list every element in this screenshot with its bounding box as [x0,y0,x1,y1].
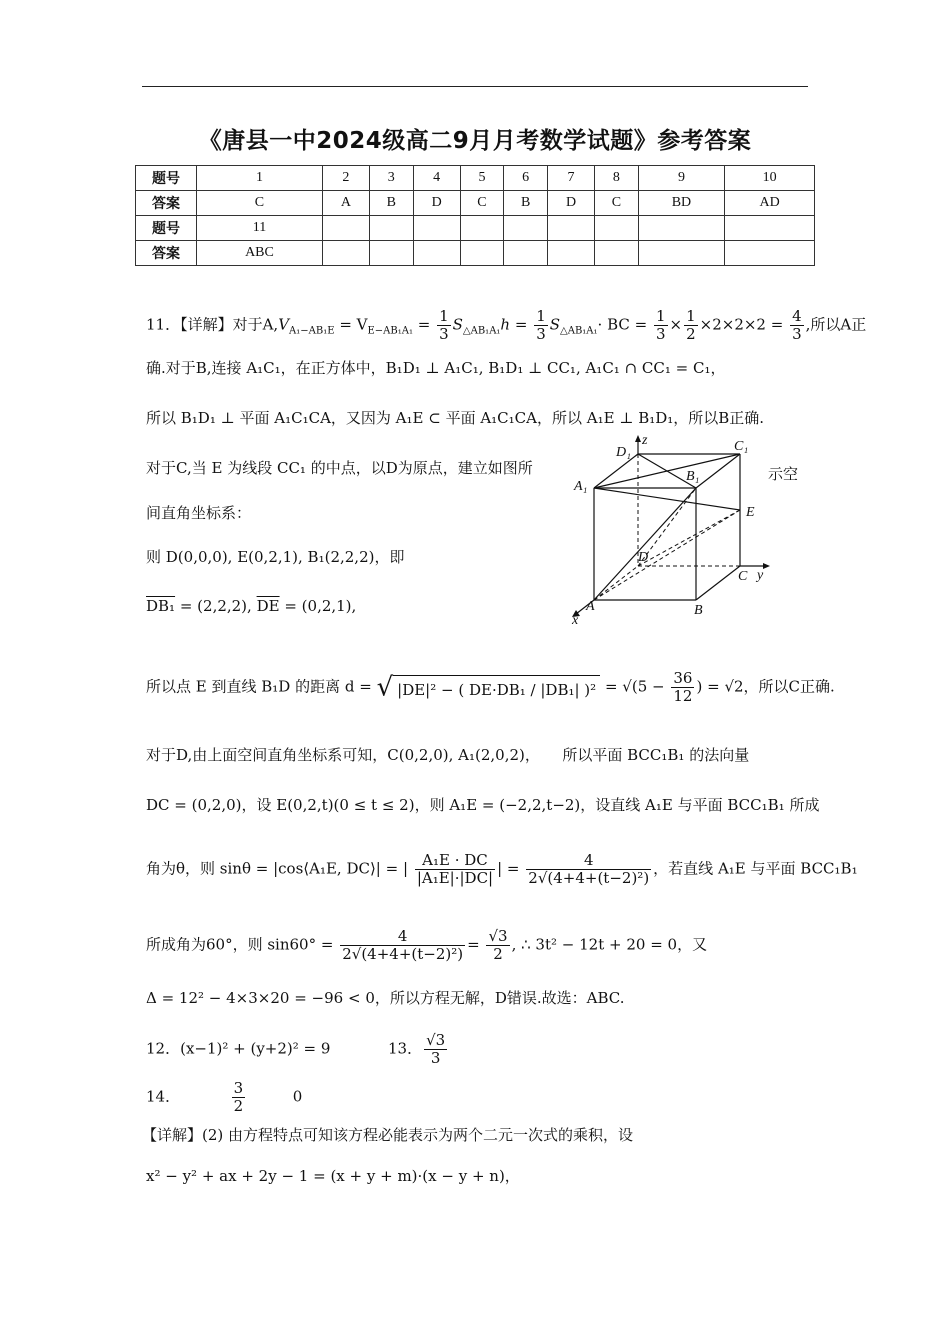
cell [322,241,369,266]
cell: B [504,191,548,216]
solution-line-7: DB₁ = (2,2,2), $\overline{DE} = (0,2,1)$, [146,597,357,615]
fraction: $\frac{\text{A₁E · DC}}{\text{|A₁E|·|DC|}}$ [416,851,494,887]
fraction: $\frac{1}{3}$ [655,307,666,343]
label-C: C [738,569,748,584]
cell [369,216,413,241]
solution-line-5: 间直角坐标系： [146,504,252,522]
z-arrow [635,435,641,442]
solution-line-16: 【详解】(2) 由方程特点可知该方程必能表示为两个二元一次式的乘积，设 [142,1126,634,1144]
edge-BC [696,566,740,600]
cell: 4 [413,166,460,191]
top-rule [142,86,808,87]
cell: D [548,191,595,216]
cell: 5 [460,166,504,191]
cell [725,241,815,266]
fraction: $\frac{1}{3}$ [439,307,449,343]
edge-AE [594,510,740,600]
cell: 2 [322,166,369,191]
solution-line-17: x² − y² + ax + 2y − 1 = (x + y + m)·(x − y + n)， [146,1167,520,1185]
cell [638,241,724,266]
label-x: x [572,613,579,625]
cell: C [197,191,323,216]
table-row [136,191,815,216]
cell: C [595,191,639,216]
solution-line-4: 对于C,当 E 为线段 CC₁ 的中点，以D为原点，建立如图所 [146,459,533,477]
cell [595,241,639,266]
cell [460,241,504,266]
cell: D [413,191,460,216]
cell [638,216,724,241]
fraction: $\frac{√3}{2}$ [488,927,508,963]
cube-figure [560,430,770,625]
fraction: $\frac{3}{2}$ [233,1079,244,1115]
cell: 10 [725,166,815,191]
label-A1: A₁ [574,479,588,494]
solution-line-2: 确.对于B,连接 A₁C₁，在正方体中，B₁D₁ ⊥ A₁C₁, B₁D₁ ⊥ CC₁, A₁C₁ ∩ CC₁ = C₁， [146,359,726,377]
solution-line-13: Δ = 12² − 4×3×20 = −96 < 0，所以方程无解，D错误.故选：ABC. [146,989,625,1007]
fraction: $\frac{36}{12}$ [673,669,693,705]
cell: C [460,191,504,216]
fraction: $\frac{4}{\text{2√(4+4+(t−2)²)}}$ [342,927,464,963]
solution-line-3: 所以 B₁D₁ ⊥ 平面 A₁C₁CA，又因为 A₁E ⊂ 平面 A₁C₁CA，所以 A₁E ⊥ B₁D₁，所以B正确. [146,409,765,427]
label-y: y [757,568,764,583]
table-row [136,241,815,266]
fraction: $\frac{√3}{3}$ [426,1031,446,1067]
fraction: $\frac{4}{\text{2√(4+4+(t−2)²)}}$ [528,851,650,887]
solution-line-11: 角为θ，则 sinθ = |cos⟨A₁E, DC⟩| = | $\frac{\text{A₁E · DC}}{\text{|A₁E|·|DC|}}$ | = $\frac{4}{\text{2√(4+4+(t−2)²)}}$ ，若直线 A₁E 与平面 BCC₁B₁ [146,851,858,887]
page-title: 《唐县一中2024级高二9月月考数学试题》参考答案 [198,128,752,154]
fraction: $\frac{1}{3}$ [536,307,546,343]
cell [322,216,369,241]
cell [725,216,815,241]
cell: 6 [504,166,548,191]
table-row [136,166,815,191]
answer-table [135,165,815,266]
cell [595,216,639,241]
label-B: B [694,603,703,618]
solution-line-10: DC = (0,2,0)，设 E(0,2,t)(0 ≤ t ≤ 2)，则 A₁E = (−2,2,t−2)，设直线 A₁E 与平面 BCC₁B₁ 所成 [146,796,820,814]
solution-line-14: 12．(x−1)² + (y+2)² = 9 13． $\frac{√3}{3}$ [146,1031,446,1067]
edge-AB1 [594,488,696,600]
solution-line-9: 对于D,由上面空间直角坐标系可知，C(0,2,0), A₁(2,0,2)， 所以平面 BCC₁B₁ 的法向量 [146,746,750,764]
edge-DE [638,510,740,566]
cell: 3 [369,166,413,191]
label-B1: B₁ [686,469,700,484]
cell [413,216,460,241]
solution-line-12: 所成角为60°，则 sin60° = $\frac{4}{\text{2√(4+4+(t−2)²)}}$ = $\frac{√3}{2}$ , ∴ 3t² − 12t + 20 = 0，又 [146,927,708,963]
row-header: 题号 [136,216,197,241]
table-row [136,216,815,241]
cell [548,241,595,266]
solution-line-6: 则 D(0,0,0), E(0,2,1), B₁(2,2,2)，即 [146,548,405,566]
cell: A [322,191,369,216]
cell [504,216,548,241]
cell [504,241,548,266]
cell: AD [725,191,815,216]
fraction: $\frac{1}{2}$ [686,307,696,343]
solution-line-1: 11．【详解】对于$A,V_{A_1-AB_1E} = V_{E-AB_1A_1}$ = $\frac{1}{3}$ $S_{\triangle AB_1A_1}h$ = $\frac{1}{3}$ $S_{\triangle AB_1A_1}\cdot$ BC = $\frac{1}{3}$ × $\frac{1}{2}$ ×2×2×2 = $\frac{4}{3}$ ,所以A正 [146,307,867,343]
cell [460,216,504,241]
label-D1: D₁ [616,445,631,460]
label-z: z [642,433,648,448]
cell: 11 [197,216,323,241]
cell [413,241,460,266]
label-D: D [638,550,649,565]
solution-line-15: 14． $\frac{3}{2}$ 0 [146,1079,303,1115]
row-header: 答案 [136,191,197,216]
edge-A1E [594,488,740,510]
cell: BD [638,191,724,216]
cell: B [369,191,413,216]
solution-line-4-tail: 示空 [768,465,799,483]
row-header: 题号 [136,166,197,191]
label-A: A [586,599,595,614]
cell: 7 [548,166,595,191]
cell: 1 [197,166,323,191]
row-header: 答案 [136,241,197,266]
fraction: $\frac{4}{3}$ [792,307,802,343]
solution-line-8: 所以点 E 到直线 B₁D 的距离 d = √ |DE|² − ( DE·DB₁ / |DB₁| )² = √(5 − $\frac{36}{12}$ ) = √2，所以C正确. [146,669,835,705]
edge-AD [594,566,638,600]
label-E: E [746,505,755,520]
y-arrow [763,563,770,569]
label-C1: C₁ [734,439,749,454]
cell [369,241,413,266]
cell: ABC [197,241,323,266]
cell: 8 [595,166,639,191]
cell: 9 [638,166,724,191]
cell [548,216,595,241]
